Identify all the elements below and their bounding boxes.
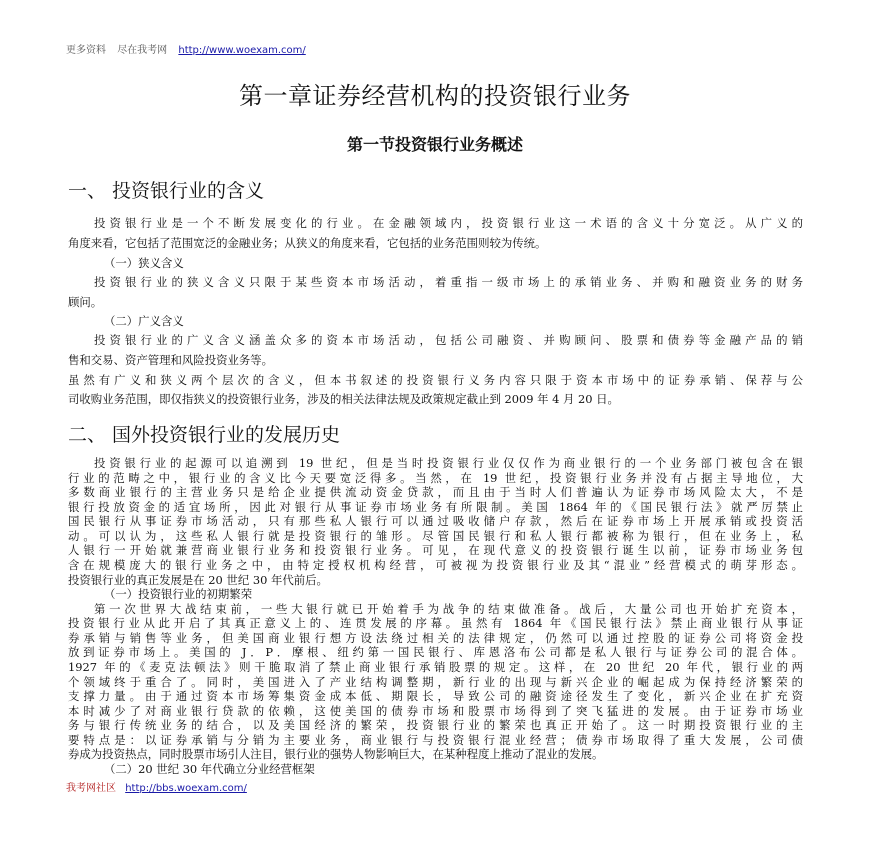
paragraph-line: 投资银行业的真正发展是在 20 世纪 30 年代前后。 bbox=[68, 572, 328, 587]
page-footer bbox=[66, 779, 247, 794]
page-header bbox=[66, 41, 306, 56]
subsection-label-early: （一）投资银行业的初期繁荣 bbox=[104, 587, 253, 602]
paragraph-line: 支撑力量。由于通过资本市场筹集资金成本低、期限长，导致公司的融资途径发生了变化，新兴企业在扩充资 bbox=[68, 689, 803, 704]
paragraph-line: 人银行一开始就兼营商业银行业务和投资银行业务。可见，在现代意义的投资银行诞生以前，证券市场业务包 bbox=[68, 543, 803, 558]
paragraph-line: 投资银行业的狭义含义只限于某些资本市场活动，着重指一级市场上的承销业务、并购和融资业务的财务 bbox=[94, 275, 803, 289]
paragraph-line: 投资银行业是一个不断发展变化的行业。在金融领域内，投资银行业这一术语的含义十分宽泛。从广义的 bbox=[94, 216, 803, 230]
subsection-label-broad: （二）广义含义 bbox=[104, 314, 184, 328]
paragraph-line: 多数商业银行的主营业务只是给企业提供流动资金贷款，而且由于当时人们普遍认为证券市场风险太大，不是 bbox=[68, 485, 803, 500]
header-site-link[interactable]: http://www.woexam.com/ bbox=[178, 45, 306, 56]
paragraph-line: 虽然有广义和狭义两个层次的含义，但本书叙述的投资银行义务内容只限于资本市场中的证券承销、保荐与公 bbox=[68, 373, 803, 387]
paragraph-line: 顾问。 bbox=[68, 295, 103, 309]
paragraph-line: 银行投放资金的适宜场所，因此对银行从事证券市场业务有所限制。美国 1864 年的《国民银行法》就严厉禁止 bbox=[68, 499, 803, 514]
paragraph-line: 券承销与销售等业务，但美国商业银行想方设法绕过相关的法律规定，仍然可以通过控股的证券公司将资金投 bbox=[68, 630, 803, 645]
paragraph-line: 国民银行从事证券市场活动，只有那些私人银行可以通过吸收储户存款，然后在证券市场上开展承销或投资活 bbox=[68, 514, 803, 529]
subsection-label-separation: （二）20 世纪 30 年代确立分业经营框架 bbox=[104, 762, 315, 776]
part2-heading: 二、 国外投资银行业的发展历史 bbox=[68, 424, 341, 446]
paragraph-line: 角度来看，它包括了范围宽泛的金融业务；从狭义的角度来看，它包括的业务范围则较为传统。 bbox=[68, 236, 547, 250]
paragraph-line: 务与银行传统业务的结合，以及美国经济的繁荣，投资银行业的繁荣也真正开始了。这一时期投资银行业的主 bbox=[68, 718, 803, 733]
paragraph-line: 投资银行业的起源可以追溯到 19 世纪，但是当时投资银行业仅仅作为商业银行的一个业务部门被包含在银 bbox=[94, 456, 803, 470]
paragraph-line: 售和交易、资产管理和风险投资业务等。 bbox=[68, 353, 274, 367]
footer-community-text: 我考网社区 bbox=[66, 783, 116, 794]
header-more-text: 更多资料 bbox=[66, 45, 106, 56]
chapter-title: 第一章证券经营机构的投资银行业务 bbox=[239, 82, 631, 110]
paragraph-line: 第一次世界大战结束前，一些大银行就已开始着手为战争的结束做准备。战后，大量公司也开始扩充资本， bbox=[94, 601, 803, 616]
paragraph-line: 1927 年的《麦克法顿法》则干脆取消了禁止商业银行承销股票的规定。这样，在 20 世纪 20 年代，银行业的两 bbox=[68, 660, 803, 674]
subsection-label-narrow: （一）狭义含义 bbox=[104, 256, 184, 270]
paragraph-line: 投资银行业从此开启了其真正意义上的、连贯发展的序幕。虽然有 1864 年《国民银行法》禁止商业银行从事证 bbox=[68, 616, 803, 631]
paragraph-line: 司收购业务范围，即仅指狭义的投资银行业务，涉及的相关法律法规及政策规定截止到 2009 年 4 月 20 日。 bbox=[68, 392, 619, 406]
paragraph-line: 投资银行业的广义含义涵盖众多的资本市场活动，包括公司融资、并购顾问、股票和债券等金融产品的销 bbox=[94, 333, 803, 347]
header-site-text: 尽在我考网 bbox=[117, 45, 168, 56]
part1-heading: 一、 投资银行业的含义 bbox=[68, 180, 265, 202]
paragraph-line: 放到证券市场上。美国的 J．P．摩根、纽约第一国民银行、库恩洛布公司都是私人银行与证券公司的混合体。 bbox=[68, 645, 803, 660]
paragraph-line: 本时减少了对商业银行贷款的依赖，这使美国的债券市场和股票市场得到了突飞猛进的发展。由于证券市场业 bbox=[68, 703, 803, 718]
paragraph-line: 动。可以认为，这些私人银行就是投资银行的雏形。尽管国民银行和私人银行都被称为银行，但在业务上，私 bbox=[68, 528, 803, 543]
paragraph-line: 行业的范畴之中，银行业的含义比今天要宽泛得多。当然，在 19 世纪，投资银行业务并没有占据主导地位，大 bbox=[68, 470, 803, 485]
paragraph-line: 个领域终于重合了。同时，美国进入了产业结构调整期，新行业的出现与新兴企业的崛起成为保持经济繁荣的 bbox=[68, 674, 803, 689]
section-title: 第一节投资银行业务概述 bbox=[346, 135, 523, 154]
paragraph-line: 要特点是：以证券承销与分销为主要业务，商业银行与投资银行混业经营；债券市场取得了重大发展，公司债 bbox=[68, 732, 803, 747]
paragraph-line: 含在规模庞大的银行业务之中，由特定授权机构经营，可被视为投资银行业及其“混业”经营模式的萌芽形态。 bbox=[68, 558, 803, 572]
footer-bbs-link[interactable]: http://bbs.woexam.com/ bbox=[125, 783, 247, 794]
paragraph-line: 券成为投资热点，同时股票市场引人注目，银行业的强势人物影响巨大，在某种程度上推动了混业的发展。 bbox=[68, 747, 604, 762]
